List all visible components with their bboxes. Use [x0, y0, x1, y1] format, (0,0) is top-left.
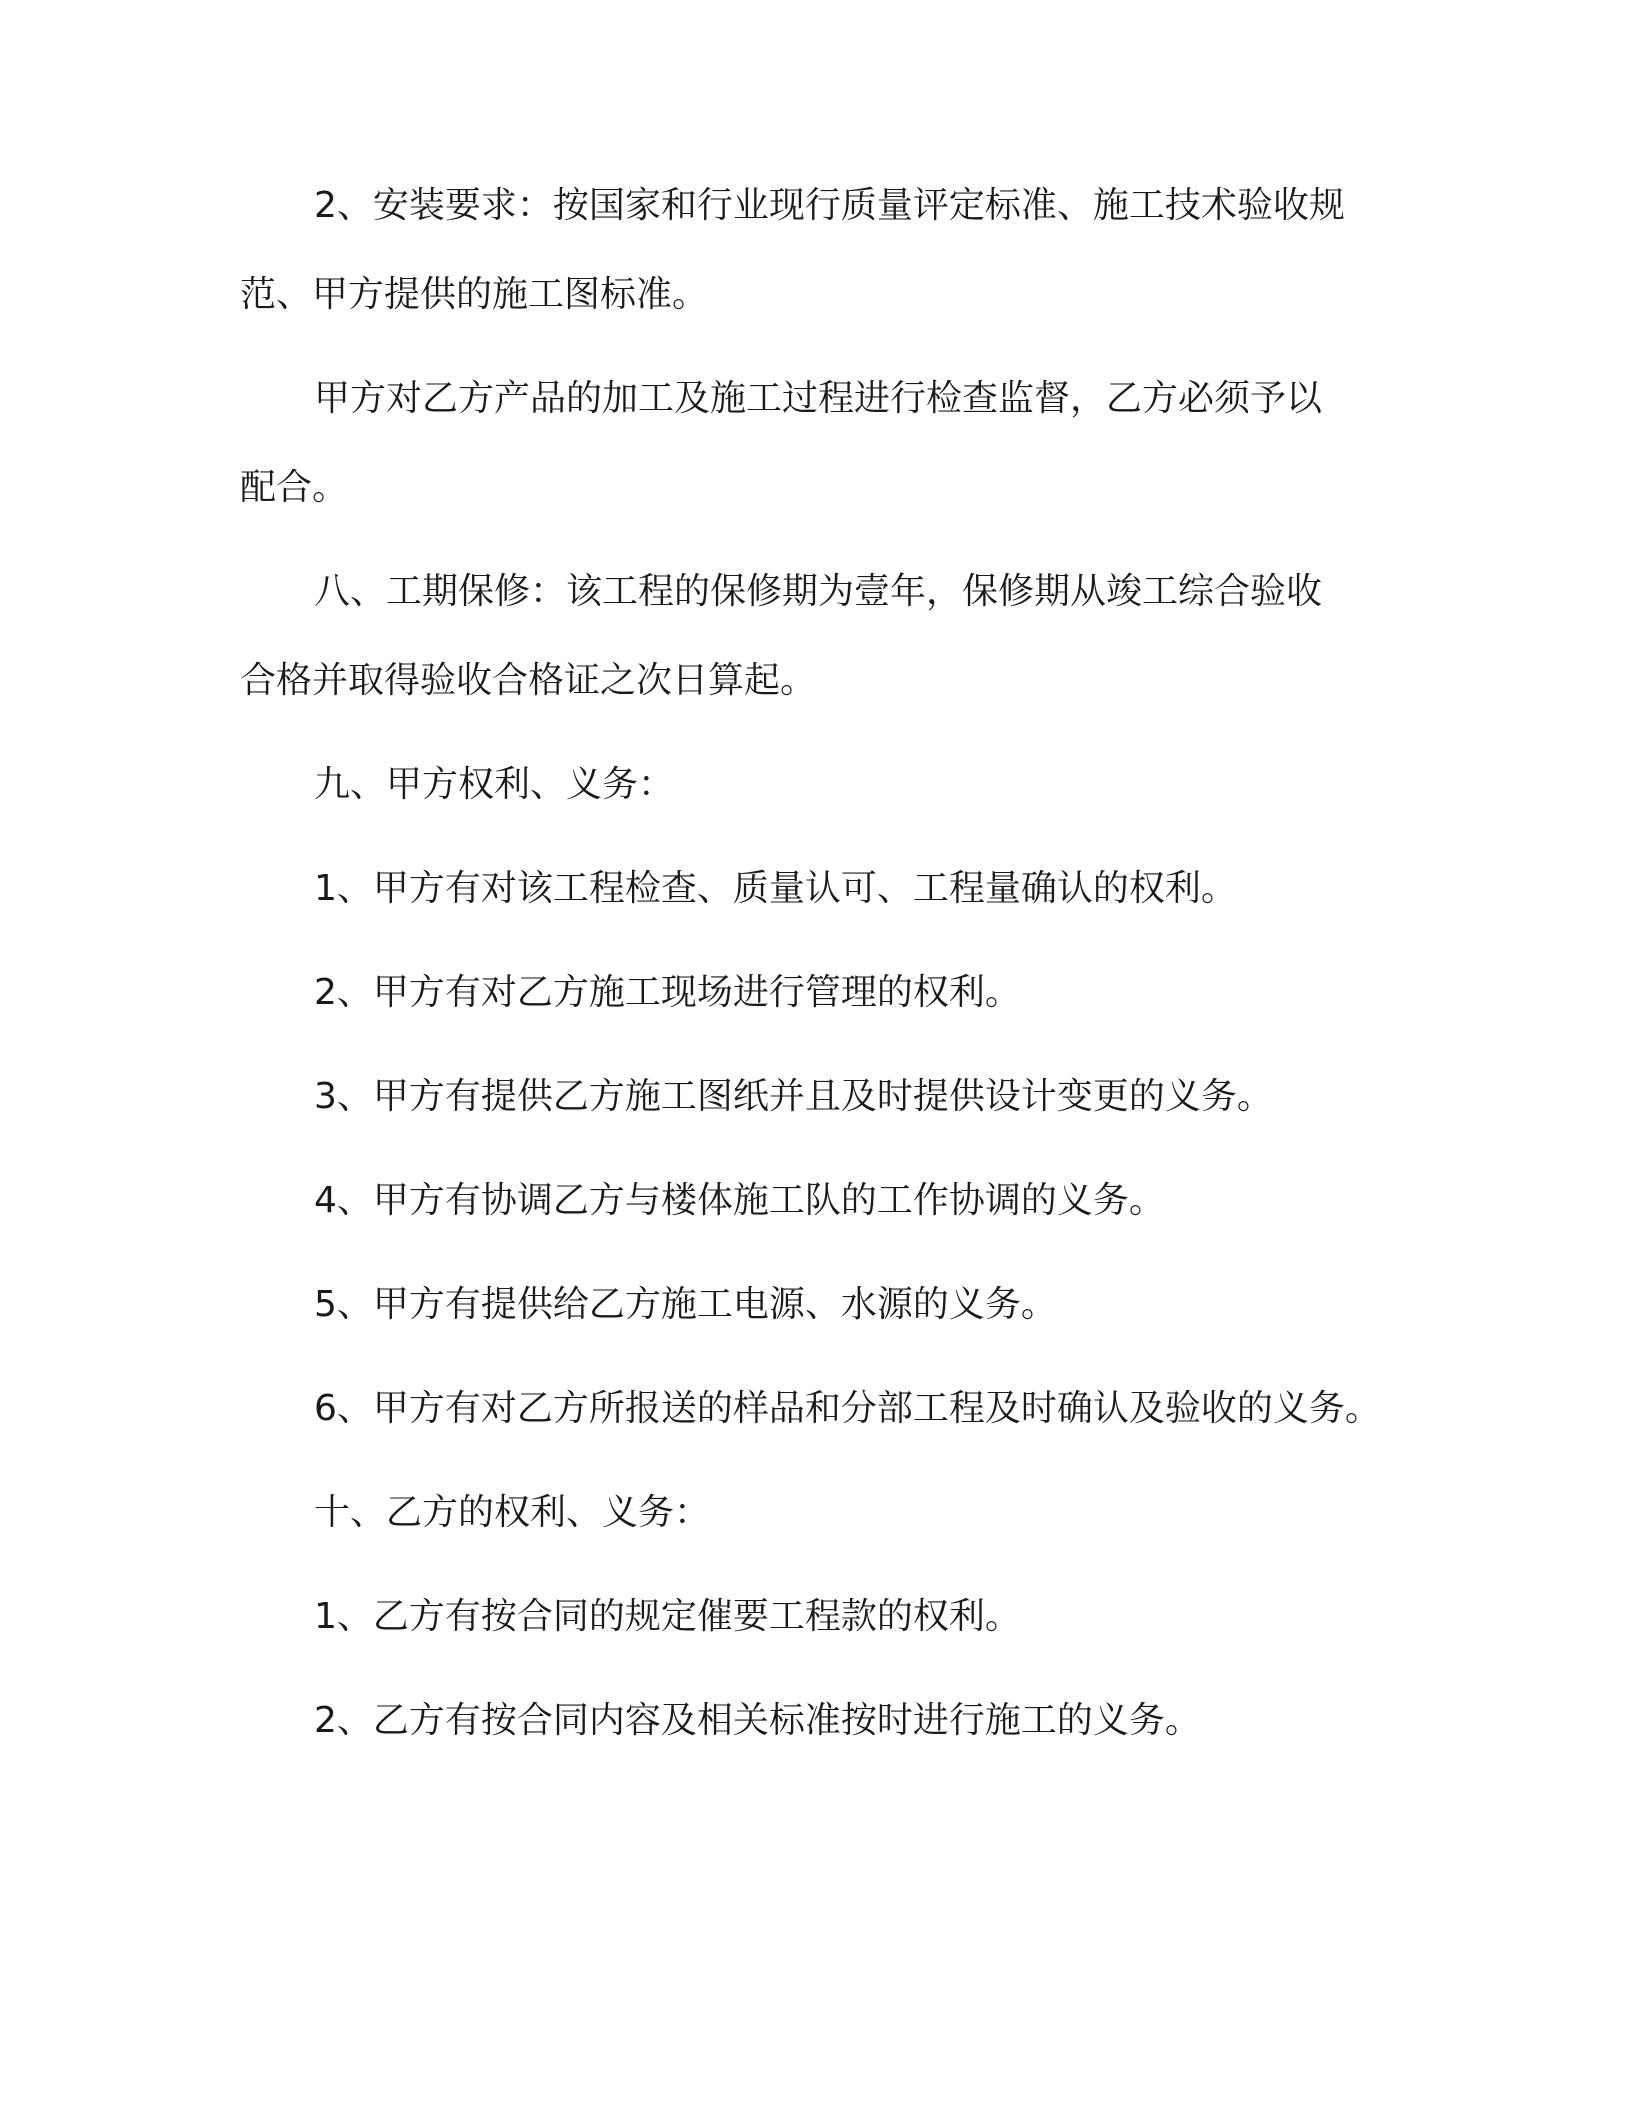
paragraph-line: 甲方对乙方产品的加工及施工过程进行检查监督，乙方必须予以 [314, 378, 1323, 419]
list-item: 2、乙方有按合同内容及相关标准按时进行施工的义务。 [314, 1700, 1201, 1741]
list-item: 5、甲方有提供给乙方施工电源、水源的义务。 [314, 1284, 1057, 1325]
document-body [240, 185, 1420, 1807]
paragraph-line: 范、甲方提供的施工图标准。 [240, 274, 709, 315]
paragraph-line: 八、工期保修：该工程的保修期为壹年，保修期从竣工综合验收 [314, 571, 1323, 612]
list-item: 6、甲方有对乙方所报送的样品和分部工程及时确认及验收的义务。 [314, 1388, 1381, 1429]
paragraph-warranty-period [240, 571, 1420, 701]
section-heading-party-b-rights: 十、乙方的权利、义务： [314, 1492, 711, 1533]
paragraph-inspection-supervision [240, 378, 1420, 508]
list-item: 1、甲方有对该工程检查、质量认可、工程量确认的权利。 [314, 868, 1237, 909]
list-item: 3、甲方有提供乙方施工图纸并且及时提供设计变更的义务。 [314, 1076, 1273, 1117]
paragraph-line: 合格并取得验收合格证之次日算起。 [240, 660, 817, 701]
paragraph-line: 配合。 [240, 467, 349, 508]
section-heading-party-a-rights: 九、甲方权利、义务： [314, 764, 675, 805]
paragraph-installation-requirements [240, 185, 1420, 315]
list-item: 4、甲方有协调乙方与楼体施工队的工作协调的义务。 [314, 1180, 1165, 1221]
paragraph-line: 2、安装要求：按国家和行业现行质量评定标准、施工技术验收规 [314, 185, 1345, 226]
list-item: 1、乙方有按合同的规定催要工程款的权利。 [314, 1596, 1021, 1637]
list-item: 2、甲方有对乙方施工现场进行管理的权利。 [314, 972, 1021, 1013]
